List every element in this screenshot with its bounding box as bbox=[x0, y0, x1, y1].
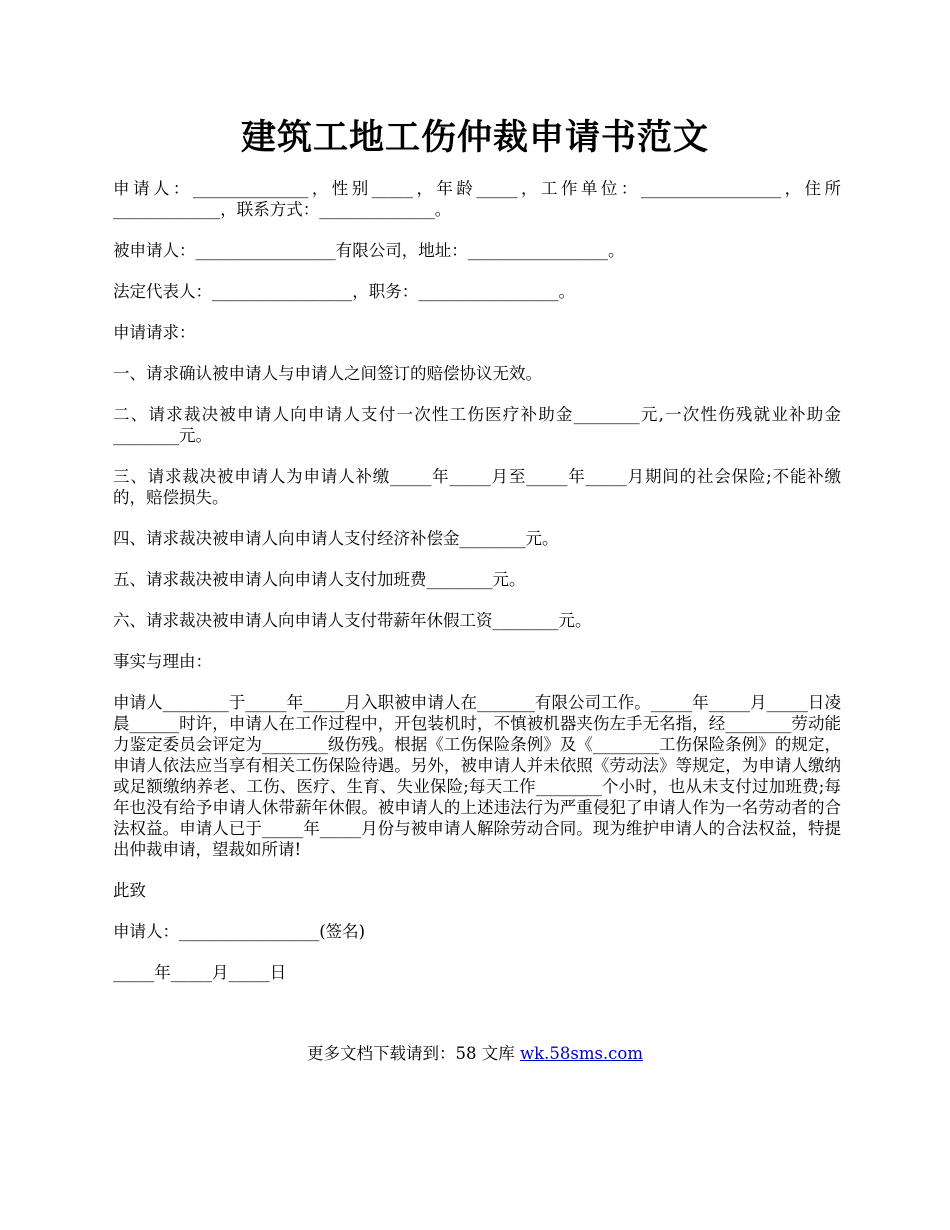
claim-item-2: 二、请求裁决被申请人向申请人支付一次性工伤医疗补助金________元,一次性伤残就业补助金________元。 bbox=[113, 405, 841, 445]
footer bbox=[0, 1040, 950, 1064]
claim-item-4: 四、请求裁决被申请人向申请人支付经济补偿金________元。 bbox=[113, 529, 559, 548]
claim-item-1: 一、请求确认被申请人与申请人之间签订的赔偿协议无效。 bbox=[113, 364, 542, 383]
date-line: _____年_____月_____日 bbox=[113, 963, 287, 982]
claim-item-6: 六、请求裁决被申请人向申请人支付带薪年休假工资________元。 bbox=[113, 611, 592, 630]
claim-item-5: 五、请求裁决被申请人向申请人支付加班费________元。 bbox=[113, 570, 526, 589]
respondent-info: 被申请人：_________________有限公司，地址：_________________。 bbox=[113, 241, 625, 260]
applicant-info: 申请人：______________，性别_____，年龄_____，工作单位：_________________，住所_____________，联系方式：______________。 bbox=[113, 179, 841, 219]
facts-heading: 事实与理由： bbox=[113, 652, 212, 671]
salutation: 此致 bbox=[113, 881, 146, 900]
footer-link[interactable]: wk.58sms.com bbox=[519, 1044, 643, 1063]
claim-item-3: 三、请求裁决被申请人为申请人补缴_____年_____月至_____年_____月期间的社会保险;不能补缴的，赔偿损失。 bbox=[113, 467, 841, 507]
claims-heading: 申请请求： bbox=[113, 323, 196, 342]
signature-line: 申请人：_________________(签名) bbox=[113, 922, 366, 941]
document-body bbox=[113, 178, 841, 1003]
legal-representative: 法定代表人：_________________，职务：_________________。 bbox=[113, 282, 575, 301]
facts-body: 申请人________于_____年_____月入职被申请人在_______有限公司工作。_____年_____月_____日凌晨______时许，申请人在工作过程中，开包装机时，不慎被机器夹伤左手无名指，经________劳动能力鉴定委员会评定为________级伤残。根据《工伤保险条例》及《________工伤保险条例》的规定，申请人依法应当享有相关工伤保险待遇。另外，被申请人并未依照《劳动法》等规定，为申请人缴纳或足额缴纳养老、工伤、医疗、生育、失业保险;每天工作________个小时，也从未支付过加班费;每年也没有给予申请人休带薪年休假。被申请人的上述违法行为严重侵犯了申请人作为一名劳动者的合法权益。申请人已于_____年_____月份与被申请人解除劳动合同。现为维护申请人的合法权益，特提出仲裁申请，望裁如所请! bbox=[113, 693, 841, 859]
footer-text: 更多文档下载请到：58 文库 bbox=[306, 1044, 520, 1063]
document-title: 建筑工地工伤仲裁申请书范文 bbox=[240, 117, 709, 158]
